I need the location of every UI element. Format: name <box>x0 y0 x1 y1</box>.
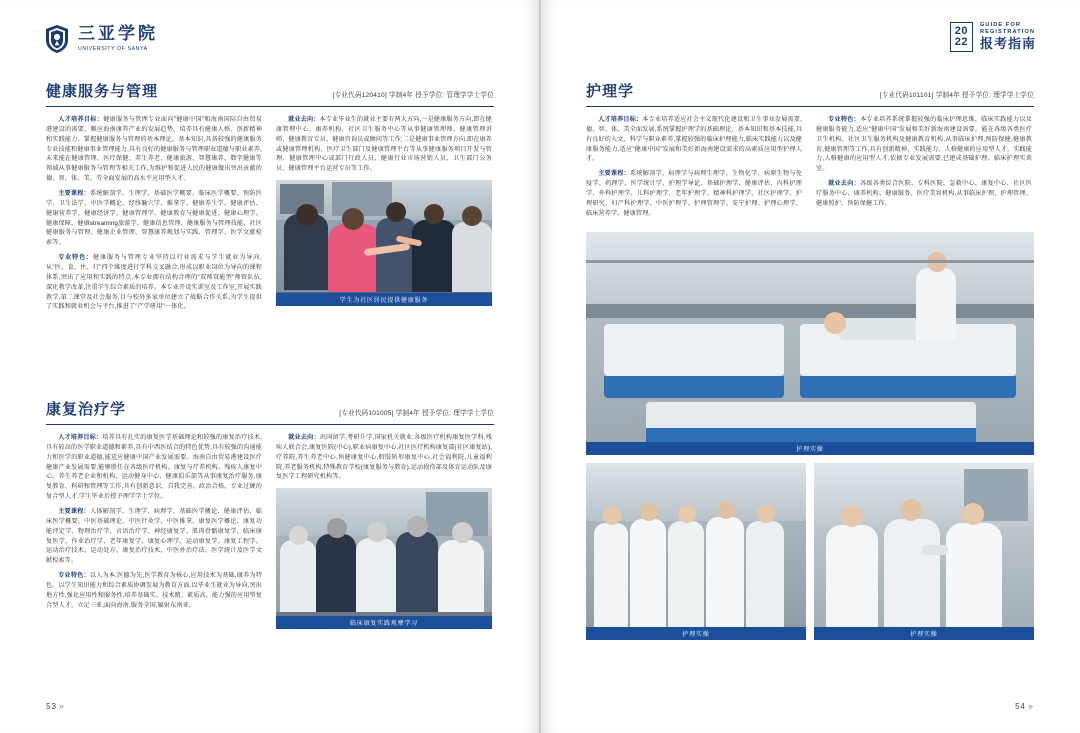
photo-caption: 学生为社区居民提供健康服务 <box>276 293 492 306</box>
paragraph-text: 系统解剖学、病理学与病理生理学、生物化学、病原生物与免疫学、药理学、医学统计学、护理学导论、基础护理学、健康评估、内科护理学、外科护理学、儿科护理学、老年护理学、精神科护理学、社区护理学、护理研究、妇产科护理学、中医护理学、护理管理学、安宁护理、护理心理学、临床营养学、健康管理。 <box>586 170 802 217</box>
paragraph-features <box>46 253 262 312</box>
photo-nursing-practice-demo <box>814 463 1034 640</box>
paragraph-text: 健康服务与管理专业面向"健康中国"和海南国际自由贸易港建设的需要，顺应海南康养产业的发展趋势，培养具有健康人格、创新精神和实践能力，掌握健康服务与管理的基本理论、基本知识,具备较强的健康服务专业技能和健康事业管理能力,具有良好的健康服务与管理职业道德与职业素养,未来能在健康管理、医疗保健、养生养老、健康旅游、智慧康养、数字健康等领域从事健康服务与管理等相关工作,为维护和促进人民的健康做出突出贡献的德、智、体、美、劳全面发展的高水平应用型人才。 <box>46 116 262 183</box>
paragraph-features <box>816 115 1032 174</box>
university-name-en: UNIVERSITY OF SANYA <box>78 45 148 52</box>
paragraph-lead: 就业去向： <box>288 116 320 123</box>
major-title: 康复治疗学 <box>46 402 127 418</box>
paragraph-text: 本专业培养系统掌握较强的临床护理思维、临床实践能力以及健康服务能力,适应"健康中国"发展和美好新海南建设需要。能在各级各类医疗卫生机构、社区卫生服务机构及健康教育机构,从事临床护理,预防保健,健康教育,健康管理等工作,具有创新精神、实践能力、人格健康的应用型人才。实践能力,人格健康的应用型人才,依据专业发展需要,已建成基础护理、临床护理实训室。 <box>816 116 1032 173</box>
photo-caption: 临床康复实践观摩学习 <box>276 616 492 629</box>
page-number-right: 54 » <box>1015 701 1034 711</box>
paragraph-lead: 就业去向： <box>288 434 320 441</box>
guide-en-line2: REGISTRATION <box>979 28 1036 35</box>
photo-community-health-service <box>276 180 492 306</box>
major-header <box>46 398 494 425</box>
paragraph-text: 本专业培养适应社会主义现代化建设和卫生事业发展需要,德、智、体、美全面发展,系统掌握护理学的基础理论、基本知识和基本技能,具有良好的人文、科学与职业素养,掌握较强的临床护理能力,临床实践能力以及健康服务能力,适应"健康中国"发展和美好新海南建设需求的高素质应用型护理人才。 <box>586 116 802 163</box>
paragraph-courses <box>586 169 802 218</box>
paragraph-employment <box>276 433 492 482</box>
paragraph-text: 以人为本,医德为先,医学教育为核心,应用技术为基础,康养为特色。以学生知识能力和综合素质协调发展为教育方面,以毕业生就业为导向,突出地方性,强化应用性和服务性,培养基础实、技术精、素质高、能力强的应用型复合型人才。立足三亚,面向海南,服务全国,辐射东南亚。 <box>46 572 263 609</box>
major-body-columns <box>46 433 494 629</box>
year-badge <box>950 22 973 52</box>
paragraph-objective <box>46 433 262 502</box>
paragraph-text: 各级各类综合医院、专科医院、急救中心、康复中心、社区医疗服务中心、康养机构、健康服务、医疗美容机构,从事临床护理、护理管理、健康照护、预防保健工作。 <box>816 180 1032 207</box>
paragraph-courses <box>46 507 262 566</box>
paragraph-objective <box>586 115 802 164</box>
major-section-health-service <box>46 80 494 317</box>
major-header <box>46 80 494 107</box>
paragraph-text: 系统解剖学、生理学、基础医学概要、临床医学概要、预防医学、卫生法学、中医学概论、经络腧穴学、推拿学、健康养生学、健康评估、健康营养学、健康经济学、健康管理学、健康教育与健康促进、健康心理学、健康保障、健康streaming旅游学、健康信息管理、健康服务与管理技能、社区健康服务与管理、健康企业管理、智慧康养规划与实践、管理学、医学文献检索等。 <box>46 190 262 247</box>
paragraph-employment <box>816 179 1032 209</box>
year-top: 20 <box>954 25 968 37</box>
university-logo <box>44 24 158 54</box>
guide-text <box>980 22 1036 52</box>
photo-scene <box>814 463 1034 640</box>
crest-icon <box>44 24 70 54</box>
paragraph-lead: 主要课程： <box>58 508 91 516</box>
major-meta: [专业代码101005] 学制4年 授予学位: 理学学士学位 <box>339 410 494 417</box>
photo-rehab-practice <box>276 488 492 629</box>
photo-scene <box>276 488 492 629</box>
photo-nursing-practice-group <box>586 463 806 640</box>
major-meta: [专业代码101101] 学制4年 授予学位: 理学学士学位 <box>879 92 1034 99</box>
guide-cn: 报考指南 <box>979 35 1036 51</box>
major-title: 护理学 <box>586 84 635 100</box>
paragraph-features <box>46 571 262 610</box>
right-page <box>540 0 1080 733</box>
paragraph-lead: 专业特色： <box>828 116 861 123</box>
paragraph-lead: 人才培养目标： <box>598 116 643 123</box>
major-column-right <box>276 433 492 629</box>
photo-scene <box>586 232 1034 455</box>
major-meta: [专业代码120410] 学制4年 授予学位: 管理学学士学位 <box>332 92 494 99</box>
major-column-left <box>46 115 262 317</box>
major-body-columns <box>586 115 1034 224</box>
paragraph-text: 本专业毕业生的就业主要有两大方向,一是健康服务方向,即在健康管理中心、康养机构、社区卫生服务中心等从事健康管理师、健康管理讲师、健康教育专员、健康咨询员或顾问等工作;二是健康事业管理方向,即在康养或健康管理机构、医疗卫生部门及健康管理平台等从事健康服务项目开发与管理、健康管理中心或部门行政人员、健康行业市场营销人员、卫生部门公务员、健康管理平台运营专员等工作。 <box>276 116 493 173</box>
paragraph-lead: 主要课程： <box>58 190 91 198</box>
major-header <box>586 80 1034 107</box>
photo-nursing-practice-large <box>586 232 1034 455</box>
major-section-rehabilitation <box>46 398 494 629</box>
photo-caption: 护理实操 <box>814 627 1034 640</box>
guide-badge <box>950 22 1036 52</box>
photo-scene <box>586 463 806 640</box>
paragraph-lead: 人才培养目标： <box>58 116 104 123</box>
paragraph-lead: 专业特色： <box>58 572 90 580</box>
photo-caption: 护理实操 <box>586 442 1034 455</box>
paragraph-text: 健康服务与管理专业坚持以行业需求与学生就业为导向,从"医、食、住、行"四个维度进行学科交叉融合,形成以职业岗位为导向的课程体系,突出了应用和实践的特点,本专业拥有结构合理的"双师双能型"师资队伍,深化教学改革,注重学生综合素质的培养。本专业开设实训室及工作室,开展实践教学,第二课堂及社会服务,目与校外多家单位建立了战略合作关系,为学生提供了实践和就业机会与平台,推进了"产学研用"一体化。 <box>46 254 262 311</box>
page-gutter <box>539 0 541 733</box>
paragraph-courses <box>46 189 262 248</box>
university-name <box>78 25 158 52</box>
major-column-left <box>586 115 802 224</box>
major-title: 健康服务与管理 <box>46 84 159 100</box>
paragraph-text: 出国留学,考研升学,国家机关就业,各级医疗机构康复医学科,残疾人联合会,康复医院(中心),职业病康复中心,社区医疗机构康复部(社区康复站),疗养院,养生养老中心,预健康复中心,假肢矫形康复中心,社会福利院,儿童福利院,养老服务机构,特殊教育学校(康复服务与教育),运动损伤部及体育运动队及康复医学工程研究机构等。 <box>276 434 493 481</box>
paragraph-employment <box>276 115 492 174</box>
photo-scene <box>276 180 492 306</box>
paragraph-lead: 专业特色： <box>58 254 94 262</box>
paragraph-text: 培养具有扎实的康复医学基础理论和较强的康复治疗技术,具有较高的医学职业道德和素养,具有中西医结合的特色优势,具有较强的沟通能力和医学的职业道德,能适应健康中国产业发展需要、海南自由贸易港建设医疗健康产业发展需要,能够胜任在各级医疗机构、康复与疗养机构、残疾人康复中心、养生养老企业和机构、运动健身中心、健康俱乐部等从事康复治疗服务,康复教育、科研和管理等工作,具有创新意识、自我完善、政治合格、专业过硬的复合型人才,学生毕业后授予理学学士学位。 <box>46 434 262 501</box>
paragraph-text: 人体解剖学、生理学、病理学、基础医学概论、健康评估、临床医学概要、中医基础理论、中医针灸学、中医推拿、康复医学概论、康复功能评定学、物理治疗学、言语治疗学、神经康复学、肌肉骨骼康复学、临床康复医学、作业治疗学、老年康复学、康复心理学、运动康复学、康复工程学、运动治疗技术、运动处方、康复治疗技术、中医外治疗法、医学统计及医学文献检索等。 <box>46 508 262 565</box>
paragraph-lead: 主要课程： <box>598 170 631 178</box>
page-number-left: 53 » <box>46 701 65 711</box>
major-column-right <box>276 115 492 317</box>
paragraph-objective <box>46 115 262 184</box>
major-body-columns <box>46 115 494 317</box>
photo-row <box>586 463 1034 640</box>
major-column-right <box>816 115 1032 224</box>
major-column-left <box>46 433 262 629</box>
major-section-nursing <box>586 80 1034 640</box>
year-bottom: 22 <box>954 36 968 48</box>
university-name-cn: 三亚学院 <box>78 24 158 44</box>
paragraph-lead: 就业去向： <box>828 180 861 188</box>
guide-en-line1: GUIDE FOR <box>979 22 1021 29</box>
paragraph-lead: 人才培养目标： <box>58 434 103 441</box>
photo-caption: 护理实操 <box>586 627 806 640</box>
